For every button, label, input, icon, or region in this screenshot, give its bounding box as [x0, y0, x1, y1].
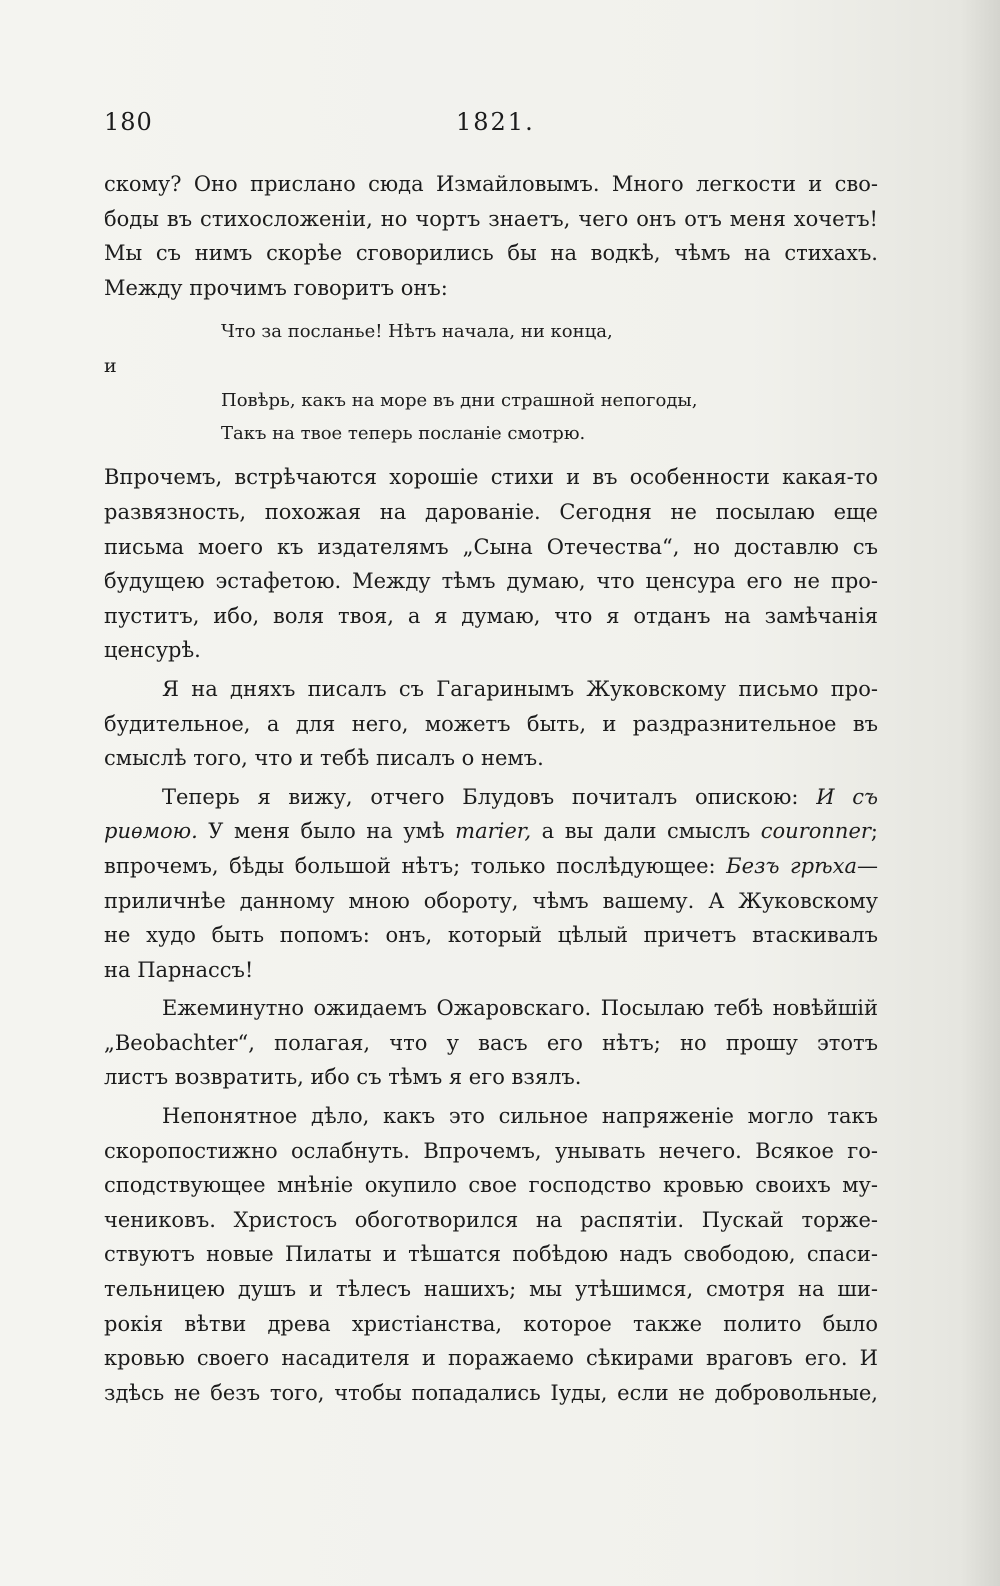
text-line: листъ возвратить, ибо съ тѣмъ я его взялъ.	[104, 1065, 582, 1090]
text-line: приличнѣе данному мною обороту, чѣмъ вашему. А Жуковскому	[104, 888, 878, 913]
italic-text-run: риѳмою.	[104, 819, 198, 844]
text-line: сподствующее мнѣнiе окупило свое господство кровью своихъ му-	[104, 1173, 878, 1198]
text-run: ;	[870, 819, 878, 844]
verse-line: Повѣрь, какъ на море въ дни страшной непогоды,	[221, 390, 698, 412]
text-line: Впрочемъ, встрѣчаются хорошiе стихи и въ особенности какая-то	[104, 465, 878, 490]
text-line: кровью своего насадителя и поражаемо сѣкирами враговъ его. И	[104, 1346, 878, 1371]
text-line: скоропостижно ослабнуть. Впрочемъ, унывать нечего. Всякое го-	[104, 1138, 878, 1163]
body-text	[104, 167, 878, 1410]
text-run: У меня было на умѣ	[197, 819, 456, 844]
text-line: Я на дняхъ писалъ съ Гагаринымъ Жуковскому письмо про-	[162, 676, 878, 701]
text-run: впрочемъ, бѣды большой нѣтъ; только послѣдующее:	[104, 853, 727, 878]
text-line	[104, 814, 878, 849]
text-line: Мы съ нимъ скорѣе сговорились бы на водкѣ, чѣмъ на стихахъ.	[104, 241, 878, 266]
text-line: развязность, похожая на дарованiе. Сегодня не посылаю еще	[104, 499, 878, 524]
text-line: будительное, а для него, можетъ быть, и раздразнительное въ	[104, 711, 878, 736]
text-run: —	[857, 853, 878, 878]
text-line: не худо быть попомъ: онъ, который цѣлый причетъ втаскивалъ	[104, 923, 878, 948]
text-line: смыслѣ того, что и тебѣ писалъ о немъ.	[104, 746, 544, 771]
text-run: а вы дали смыслъ	[531, 819, 761, 844]
text-run: Теперь я вижу, отчего Блудовъ почиталъ опискою:	[162, 784, 817, 809]
text-line: письма моего къ издателямъ „Сына Отечества“, но доставлю съ	[104, 534, 878, 559]
text-line: тельницею душъ и тѣлесъ нашихъ; мы утѣшимся, смотря на ши-	[104, 1277, 878, 1302]
text-line: рокiя вѣтви древа христiанства, которое также полито было	[104, 1311, 878, 1336]
text-line: скому? Оно прислано сюда Измайловымъ. Много легкости и сво-	[104, 172, 878, 196]
italic-text-run: marier,	[455, 819, 532, 844]
text-line	[104, 849, 878, 884]
text-line	[104, 780, 878, 815]
text-line: Между прочимъ говоритъ онъ:	[104, 275, 448, 300]
text-line: „Beobachter“, полагая, что у васъ его нѣтъ; но прошу этотъ	[104, 1030, 878, 1055]
italic-text-run: И съ	[816, 784, 878, 809]
italic-text-run: Безъ грѣха	[726, 853, 857, 878]
text-line: Ежеминутно ожидаемъ Ожаровскаго. Посылаю тебѣ новѣйшiй	[162, 996, 878, 1021]
text-line: Непонятное дѣло, какъ это сильное напряженiе могло такъ	[162, 1104, 878, 1129]
text-line: ствуютъ новые Пилаты и тѣшатся побѣдою надъ свободою, спаси-	[104, 1242, 878, 1267]
conjunction-line: и	[104, 355, 117, 378]
text-line: здѣсь не безъ того, чтобы попадались Iуды, если не добровольные,	[104, 1380, 878, 1405]
text-line: пуститъ, ибо, воля твоя, а я думаю, что я отданъ на замѣчанiя	[104, 603, 878, 628]
page-header	[104, 108, 878, 148]
text-line: чениковъ. Христосъ обоготворился на распятiи. Пускай торже-	[104, 1207, 878, 1232]
running-head-year: 1821.	[456, 108, 535, 136]
text-line: боды въ стихосложенiи, но чортъ знаетъ, чего онъ отъ меня хочетъ!	[104, 206, 878, 231]
verse-line: Что за посланье! Нѣтъ начала, ни конца,	[221, 321, 613, 343]
text-line: на Парнассъ!	[104, 957, 254, 982]
italic-text-run: couronner	[760, 819, 871, 844]
text-line: ценсурѣ.	[104, 638, 201, 663]
text-line: будущею эстафетою. Между тѣмъ думаю, что ценсура его не про-	[104, 569, 878, 594]
page-number: 180	[104, 108, 153, 136]
verse-line: Такъ на твое теперь посланiе смотрю.	[221, 423, 586, 445]
